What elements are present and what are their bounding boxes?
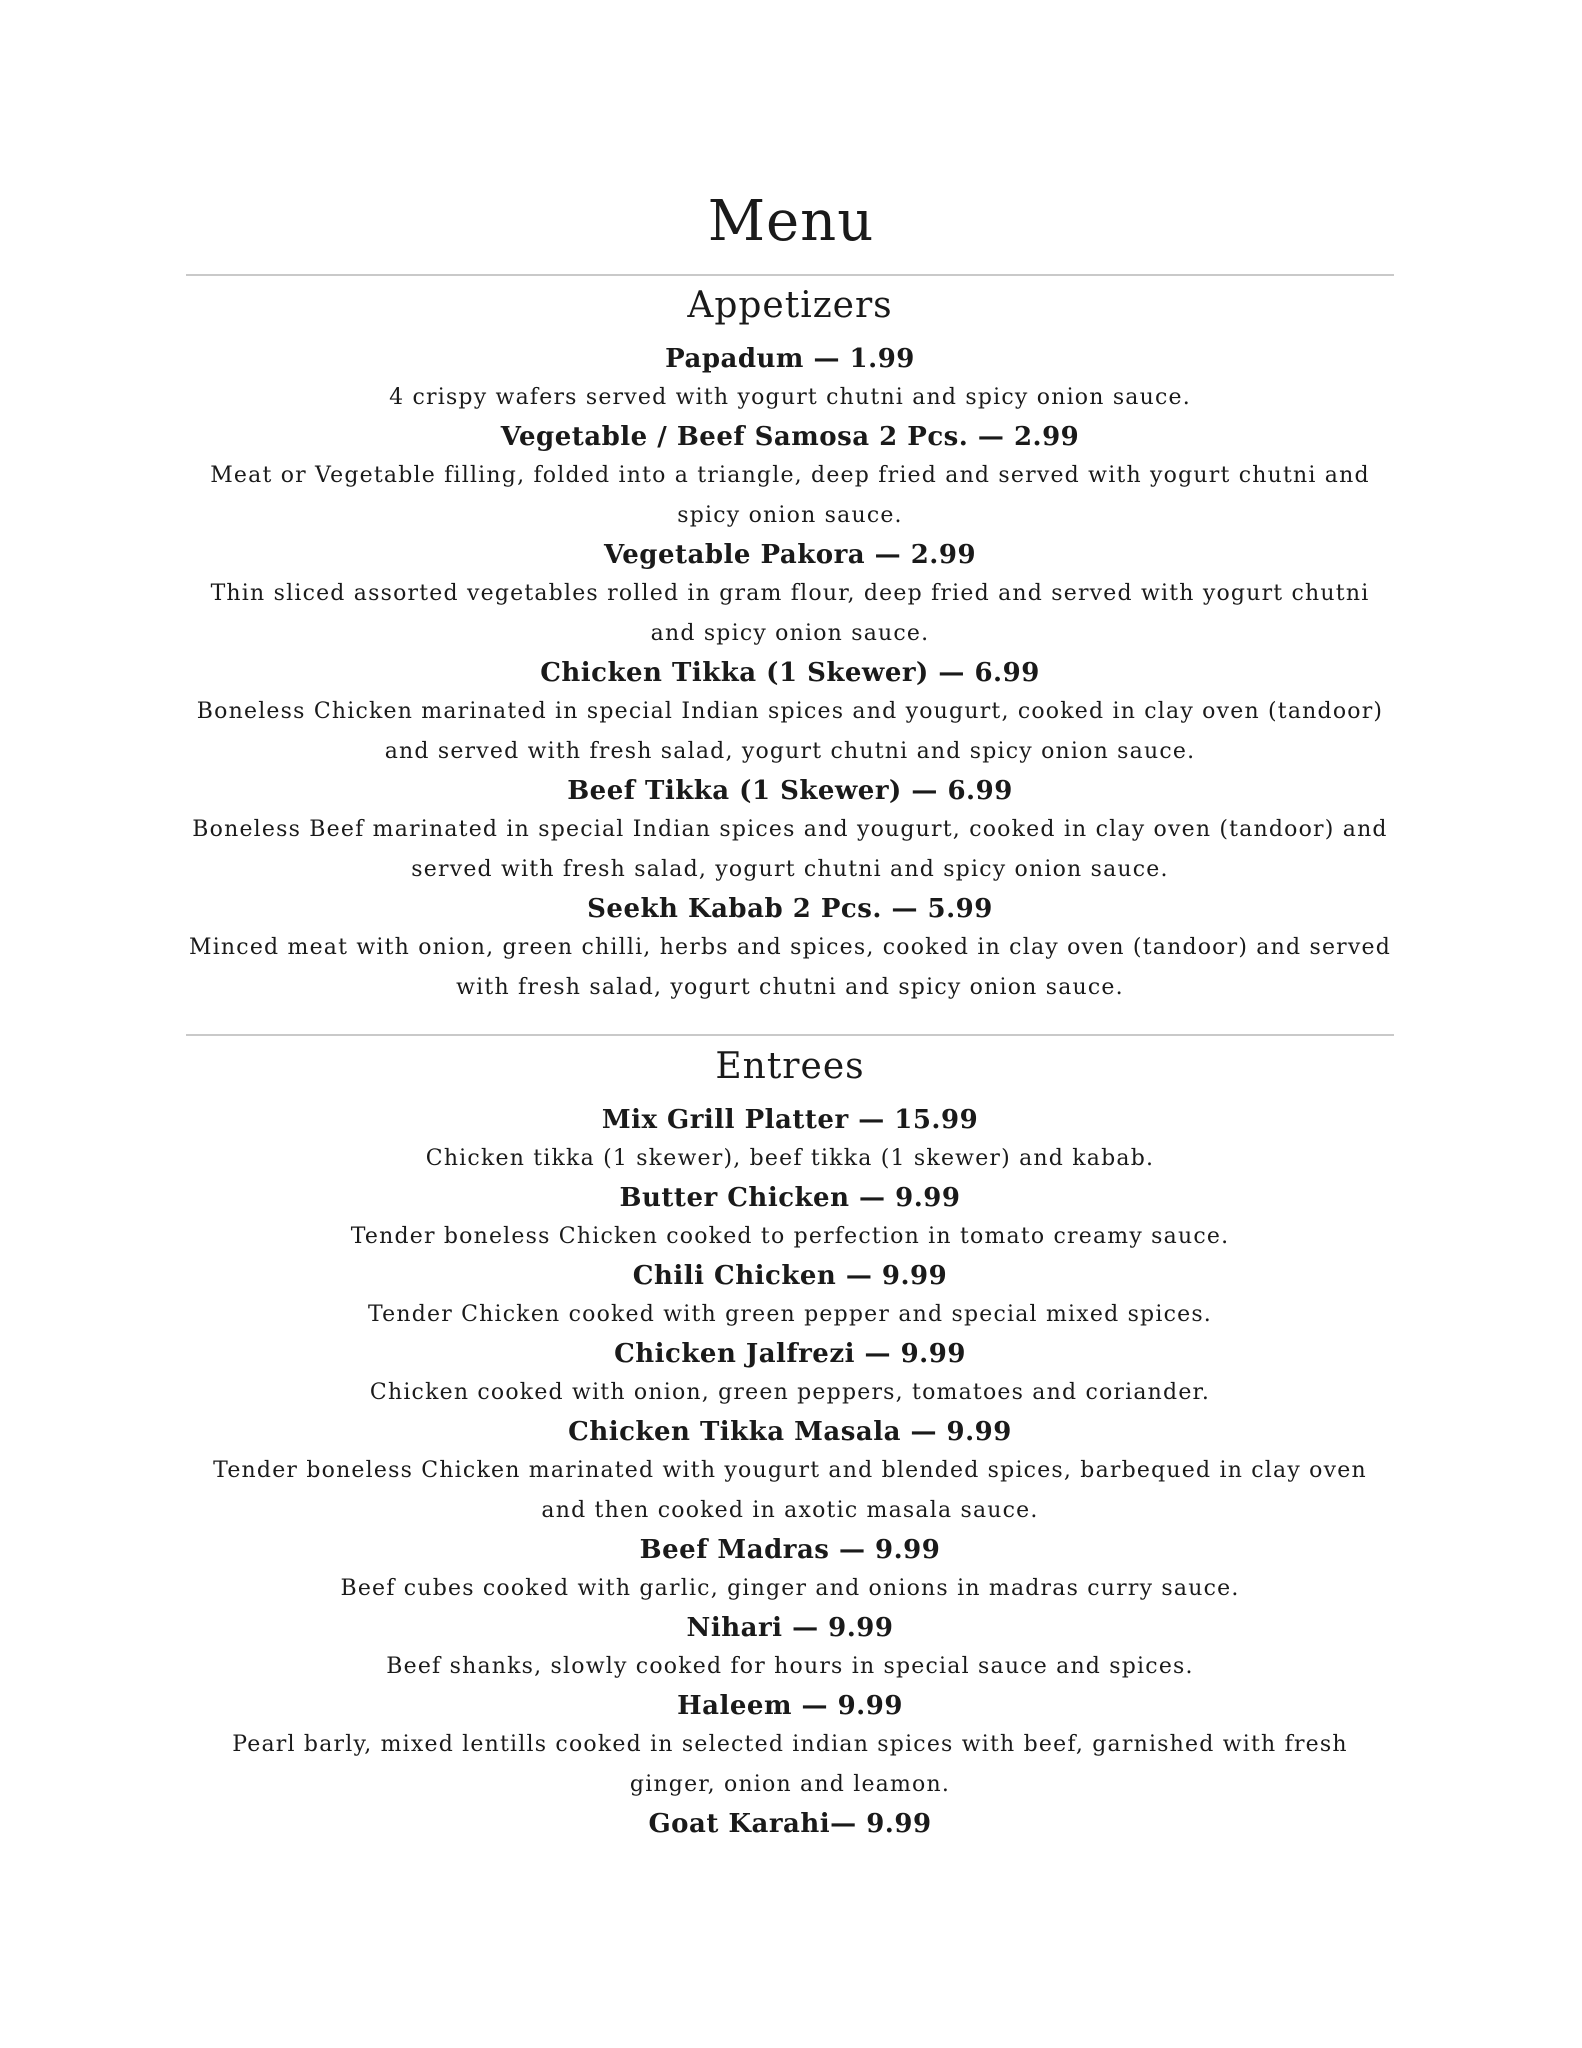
item-name: Nihari — 9.99: [686, 1613, 894, 1643]
item-description: Beef cubes cooked with garlic, ginger and onions in madras curry sauce.: [340, 1576, 1240, 1601]
item-name: Haleem — 9.99: [677, 1691, 903, 1721]
menu-item: [186, 418, 1394, 536]
page-title: Menu: [707, 189, 875, 254]
item-description: Tender Chicken cooked with green pepper and special mixed spices.: [367, 1302, 1213, 1327]
section-title: Entrees: [715, 1046, 865, 1087]
menu-item: [186, 1531, 1394, 1609]
item-description: Chicken cooked with onion, green peppers, tomatoes and coriander.: [369, 1380, 1211, 1405]
divider-top: [186, 274, 1394, 276]
item-name: Goat Karahi— 9.99: [648, 1809, 932, 1839]
item-description: Meat or Vegetable filling, folded into a triangle, deep fried and served with yogurt chutni and spicy onion sauce.: [210, 463, 1370, 528]
item-name: Vegetable Pakora — 2.99: [603, 540, 977, 570]
menu-item: [186, 890, 1394, 1008]
item-name: Butter Chicken — 9.99: [619, 1183, 961, 1213]
item-name: Mix Grill Platter — 15.99: [601, 1105, 979, 1135]
menu-item: [186, 654, 1394, 772]
menu-item: [186, 1413, 1394, 1531]
menu-item: [186, 340, 1394, 418]
item-description: Thin sliced assorted vegetables rolled in gram flour, deep fried and served with yogurt chutni and spicy onion sauce.: [210, 581, 1370, 646]
menu-item: [186, 1101, 1394, 1179]
menu-item: [186, 1179, 1394, 1257]
item-description: Pearl barly, mixed lentills cooked in selected indian spices with beef, garnished with fresh ginger, onion and leamon.: [232, 1732, 1348, 1797]
item-name: Beef Madras — 9.99: [639, 1535, 941, 1565]
section-appetizers: [186, 282, 1394, 1008]
item-description: Minced meat with onion, green chilli, herbs and spices, cooked in clay oven (tandoor) and served with fresh salad, yogurt chutni and spicy onion sauce.: [188, 935, 1392, 1000]
item-name: Chicken Jalfrezi — 9.99: [614, 1339, 966, 1369]
menu-item: [186, 536, 1394, 654]
item-name: Beef Tikka (1 Skewer) — 6.99: [567, 776, 1013, 806]
item-name: Papadum — 1.99: [665, 344, 915, 374]
item-name: Chicken Tikka (1 Skewer) — 6.99: [540, 658, 1040, 688]
item-description: Tender boneless Chicken cooked to perfection in tomato creamy sauce.: [350, 1224, 1230, 1249]
menu-item: [186, 1805, 1394, 1843]
item-name: Vegetable / Beef Samosa 2 Pcs. — 2.99: [500, 422, 1080, 452]
menu-item: [186, 772, 1394, 890]
item-name: Seekh Kabab 2 Pcs. — 5.99: [587, 894, 993, 924]
item-name: Chicken Tikka Masala — 9.99: [568, 1417, 1012, 1447]
menu-item: [186, 1257, 1394, 1335]
section-title: Appetizers: [687, 285, 893, 326]
menu-item: [186, 1335, 1394, 1413]
item-description: Boneless Beef marinated in special Indian spices and yougurt, cooked in clay oven (tandoor) and served with fresh salad, yogurt chutni and spicy onion sauce.: [192, 817, 1388, 882]
item-name: Chili Chicken — 9.99: [632, 1261, 948, 1291]
item-description: Boneless Chicken marinated in special Indian spices and yougurt, cooked in clay oven (tandoor) and served with fresh salad, yogurt chutni and spicy onion sauce.: [196, 699, 1384, 764]
item-description: Chicken tikka (1 skewer), beef tikka (1 skewer) and kabab.: [425, 1146, 1155, 1171]
menu-item: [186, 1609, 1394, 1687]
item-description: 4 crispy wafers served with yogurt chutni and spicy onion sauce.: [389, 385, 1191, 410]
section-entrees: [186, 1043, 1394, 1843]
item-description: Beef shanks, slowly cooked for hours in special sauce and spices.: [386, 1654, 1194, 1679]
menu-item: [186, 1687, 1394, 1805]
item-description: Tender boneless Chicken marinated with yougurt and blended spices, barbequed in clay oven and then cooked in axotic masala sauce.: [213, 1458, 1367, 1523]
divider-middle: [186, 1034, 1394, 1036]
